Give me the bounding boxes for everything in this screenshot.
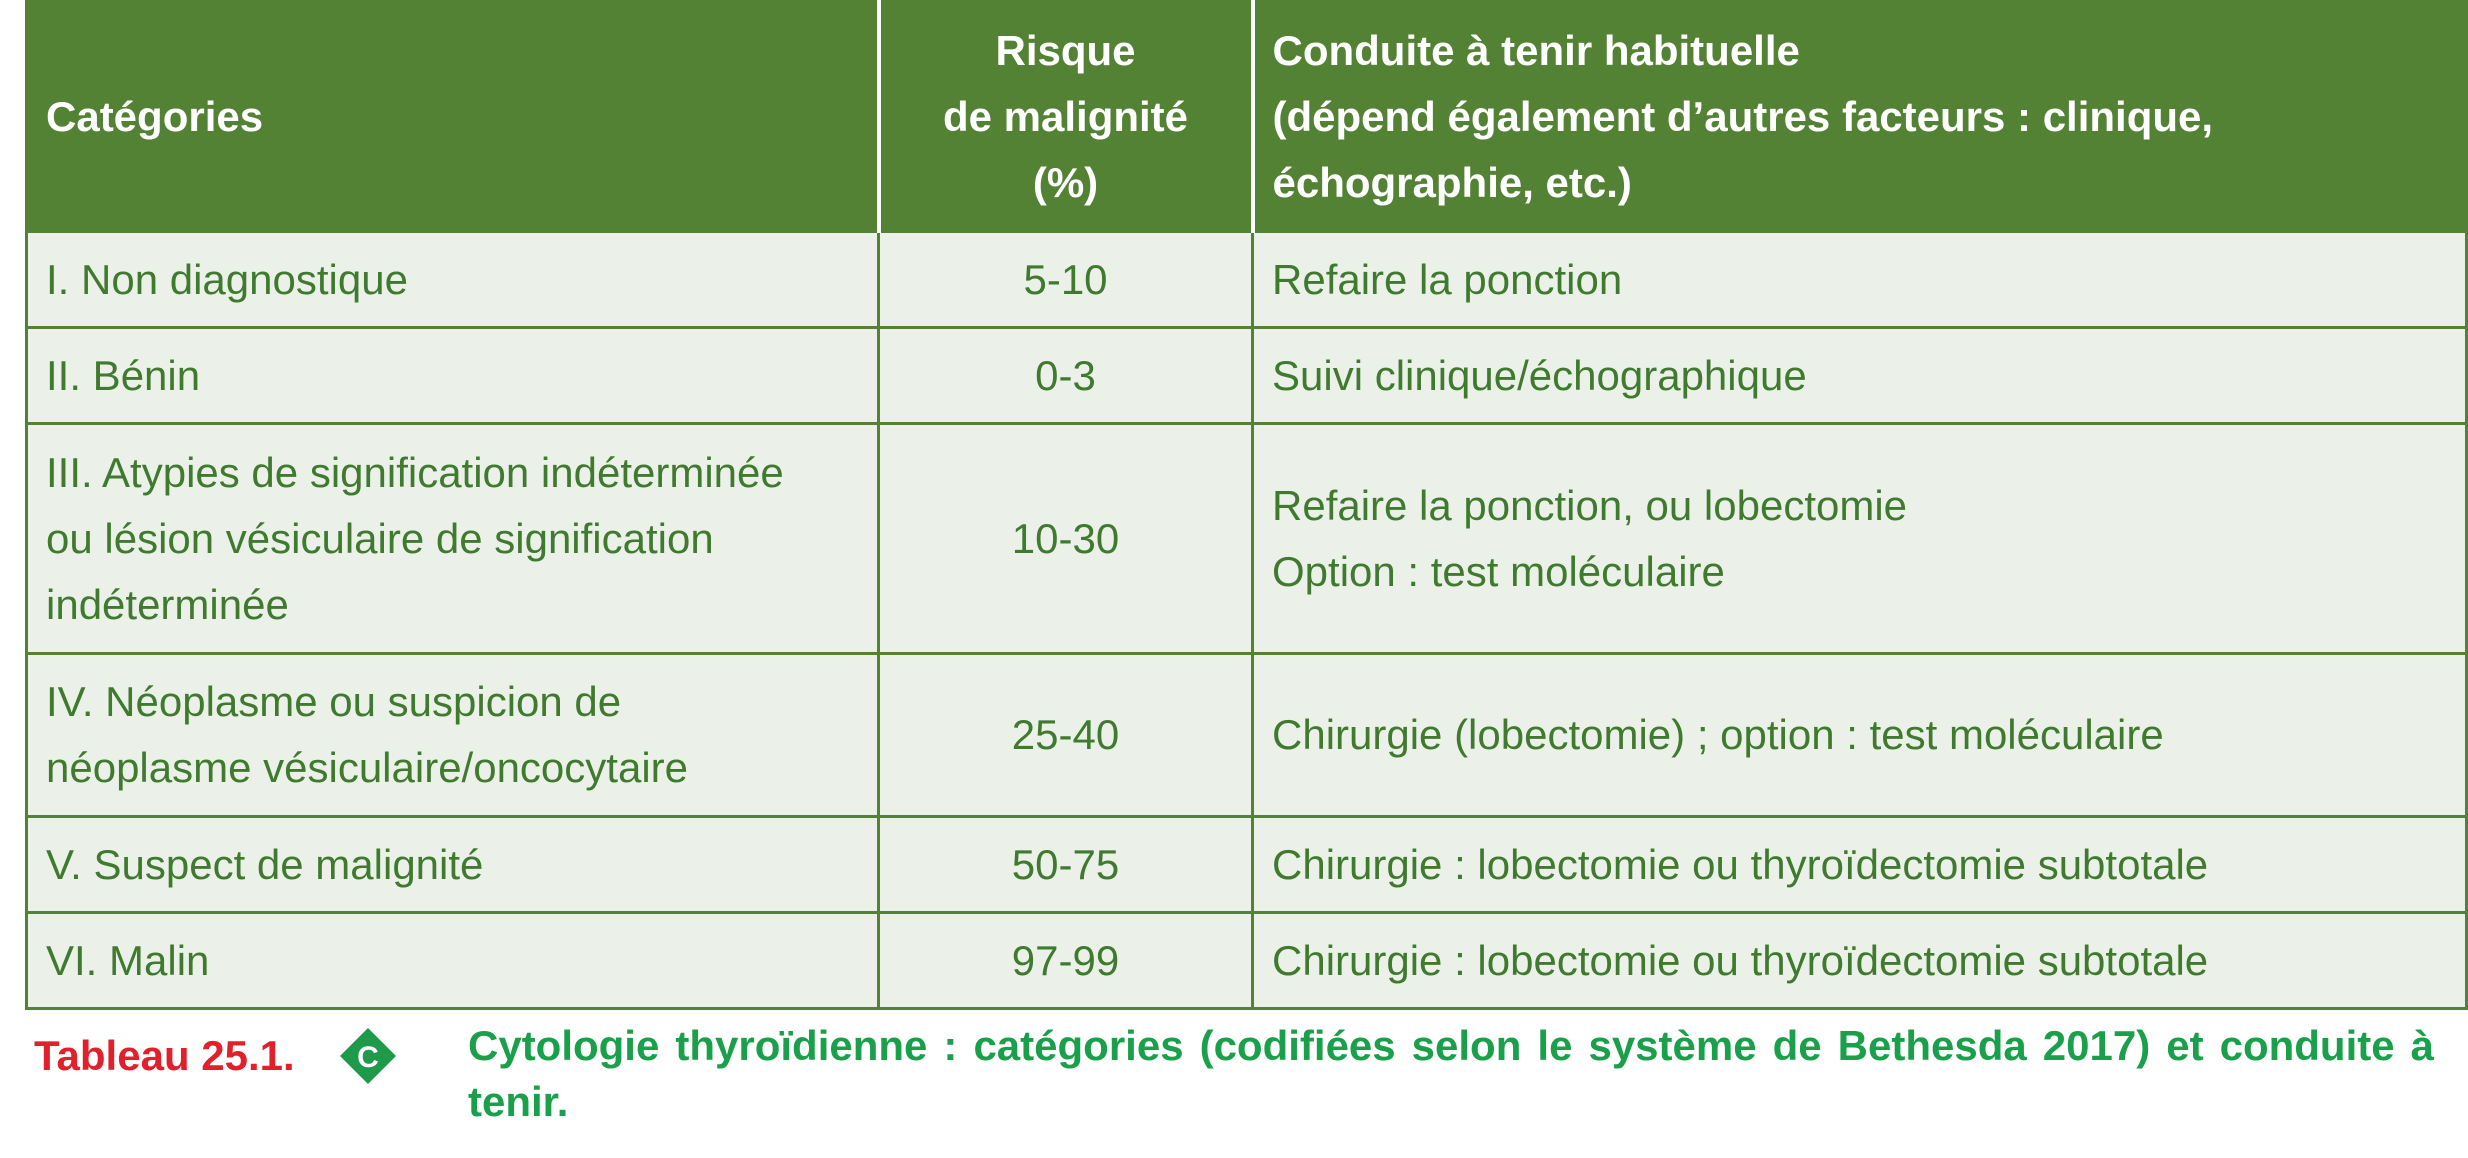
risk-cell: 25-40	[879, 654, 1253, 817]
risk-cell: 97-99	[879, 913, 1253, 1009]
caption-text: Cytologie thyroïdienne : catégories (codifiées selon le système de Bethesda 2017) et conduite à tenir.	[468, 1022, 2434, 1125]
category-line: II. Bénin	[46, 351, 201, 399]
table-row	[27, 913, 2467, 1009]
risk-cell: 10-30	[879, 424, 1253, 654]
badge-letter: C	[357, 1041, 379, 1074]
caption-label: Tableau 25.1.	[34, 1032, 295, 1079]
bethesda-table	[25, 0, 2468, 1010]
category-cell	[27, 913, 879, 1009]
category-line: VI. Malin	[46, 936, 210, 984]
conduct-cell	[1253, 913, 2467, 1009]
category-line: V. Suspect de malignité	[46, 840, 484, 888]
category-cell	[27, 424, 879, 654]
header-conduct-line: échographie, etc.)	[1272, 158, 1632, 206]
conduct-line: Option : test moléculaire	[1272, 547, 1725, 595]
table-header-row	[27, 2, 2467, 232]
table-row	[27, 424, 2467, 654]
conduct-line: Refaire la ponction, ou lobectomie	[1272, 481, 1908, 529]
table-row	[27, 328, 2467, 424]
category-line: IV. Néoplasme ou suspicion de	[46, 678, 622, 725]
conduct-cell	[1253, 654, 2467, 817]
category-cell	[27, 232, 879, 328]
header-categories: Catégories	[27, 2, 879, 232]
table-caption	[34, 1018, 2444, 1138]
conduct-line: Chirurgie (lobectomie) ; option : test moléculaire	[1272, 711, 2164, 758]
bethesda-table-container	[25, 0, 2465, 1010]
header-risk-line: de malignité	[942, 92, 1189, 140]
table-row	[27, 654, 2467, 817]
category-line: néoplasme vésiculaire/oncocytaire	[46, 744, 688, 791]
category-cell	[27, 328, 879, 424]
category-cell	[27, 654, 879, 817]
risk-cell: 0-3	[879, 328, 1253, 424]
conduct-cell	[1253, 232, 2467, 328]
conduct-line: Suivi clinique/échographique	[1272, 351, 1807, 399]
category-line: indéterminée	[46, 580, 289, 628]
category-c-badge-icon	[338, 1026, 398, 1086]
category-line: ou lésion vésiculaire de signification	[46, 514, 714, 562]
risk-cell: 5-10	[879, 232, 1253, 328]
category-line: I. Non diagnostique	[46, 255, 408, 303]
category-line: III. Atypies de signification indéterminée	[46, 448, 784, 496]
risk-cell: 50-75	[879, 817, 1253, 913]
conduct-line: Chirurgie : lobectomie ou thyroïdectomie subtotale	[1272, 936, 2209, 984]
conduct-cell	[1253, 424, 2467, 654]
header-conduct	[1253, 2, 2467, 232]
header-conduct-line: Conduite à tenir habituelle	[1272, 26, 1800, 74]
table-row	[27, 817, 2467, 913]
conduct-line: Chirurgie : lobectomie ou thyroïdectomie subtotale	[1272, 840, 2209, 888]
category-cell	[27, 817, 879, 913]
header-risk	[879, 2, 1253, 232]
table-row	[27, 232, 2467, 328]
header-risk-line: (%)	[1032, 158, 1099, 206]
conduct-line: Refaire la ponction	[1272, 255, 1623, 303]
conduct-cell	[1253, 817, 2467, 913]
header-conduct-line: (dépend également d’autres facteurs : clinique,	[1272, 92, 2214, 140]
header-risk-line: Risque	[995, 26, 1136, 74]
conduct-cell	[1253, 328, 2467, 424]
